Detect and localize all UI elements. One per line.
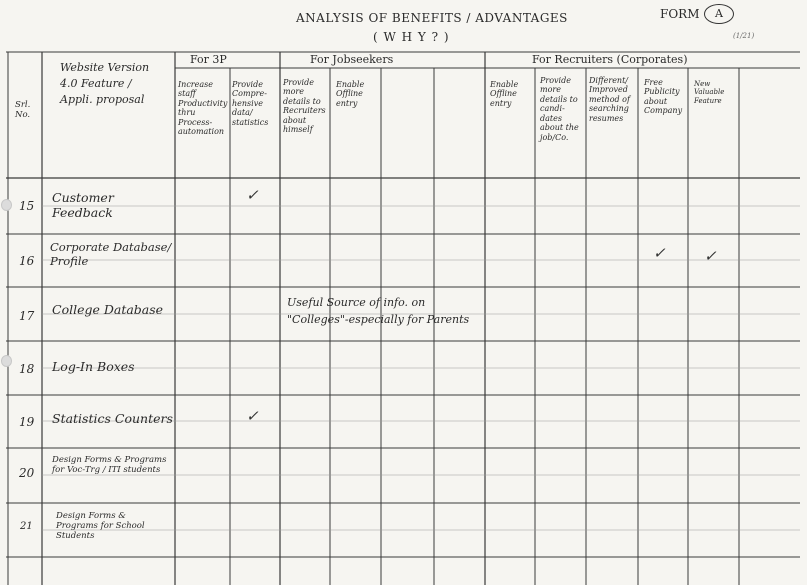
page-reference: (1/21)	[733, 32, 755, 40]
col-header-increase-productivity: Increase staff Productivity thru Process-automation	[178, 80, 228, 137]
col-header-details-to-recruiters: Provide more details to Recruiters about himself	[283, 78, 326, 135]
check-mark-r16-publicity: ✓	[653, 244, 666, 262]
punch-hole-bottom	[1, 355, 12, 367]
check-mark-r19-statistics: ✓	[246, 407, 259, 425]
form-title: ANALYSIS OF BENEFITS / ADVANTAGES	[296, 11, 568, 25]
col-header-offline-entry-rec: Enable Offline entry	[490, 80, 519, 108]
row-feature: College Database	[52, 302, 164, 317]
form-label: FORM	[660, 7, 700, 21]
group-for-recruiters: For Recruiters (Corporates)	[532, 53, 688, 66]
row-feature: Statistics Counters	[52, 411, 173, 426]
col-header-offline-entry-js: Enable Offline entry	[336, 80, 365, 108]
row-number: 18	[19, 362, 35, 376]
col-header-provide-statistics: Provide Compre-hensive data/ statistics	[232, 80, 269, 127]
group-for-3p: For 3P	[190, 53, 227, 66]
check-mark-r16-new-feature: ✓	[704, 247, 717, 265]
form-letter-badge: A	[704, 4, 734, 24]
row-feature: Customer Feedback	[52, 190, 114, 220]
row-feature: Corporate Database/ Profile	[50, 240, 172, 268]
row-number: 21	[20, 521, 33, 532]
form-subtitle: ( W H Y ? )	[373, 30, 450, 44]
punch-hole-top	[1, 199, 12, 211]
col-header-free-publicity: Free Publicity about Company	[644, 78, 683, 116]
note-colleges-source: Useful Source of info. on "Colleges"-especially for Parents	[287, 296, 470, 327]
col-header-search-resumes: Different/ Improved method of searching resumes	[589, 76, 630, 123]
col-header-details-to-candidates: Provide more details to candi-dates about the job/Co.	[540, 76, 579, 142]
row-feature: Log-In Boxes	[52, 359, 135, 374]
row-feature: Design Forms & Programs for Voc-Trg / ITI students	[52, 455, 167, 476]
row-feature: Design Forms & Programs for School Students	[56, 511, 145, 542]
header-srl-no: Srl. No.	[15, 100, 31, 121]
row-number: 20	[19, 466, 35, 480]
row-number: 19	[19, 415, 35, 429]
header-feature: Website Version 4.0 Feature / Appli. proposal	[60, 61, 150, 106]
group-for-jobseekers: For Jobseekers	[310, 53, 394, 66]
row-number: 15	[19, 199, 35, 213]
row-number: 17	[19, 309, 35, 323]
row-number: 16	[19, 254, 35, 268]
check-mark-r15-statistics: ✓	[246, 186, 259, 204]
col-header-new-feature: New Valuable Feature	[694, 80, 725, 105]
